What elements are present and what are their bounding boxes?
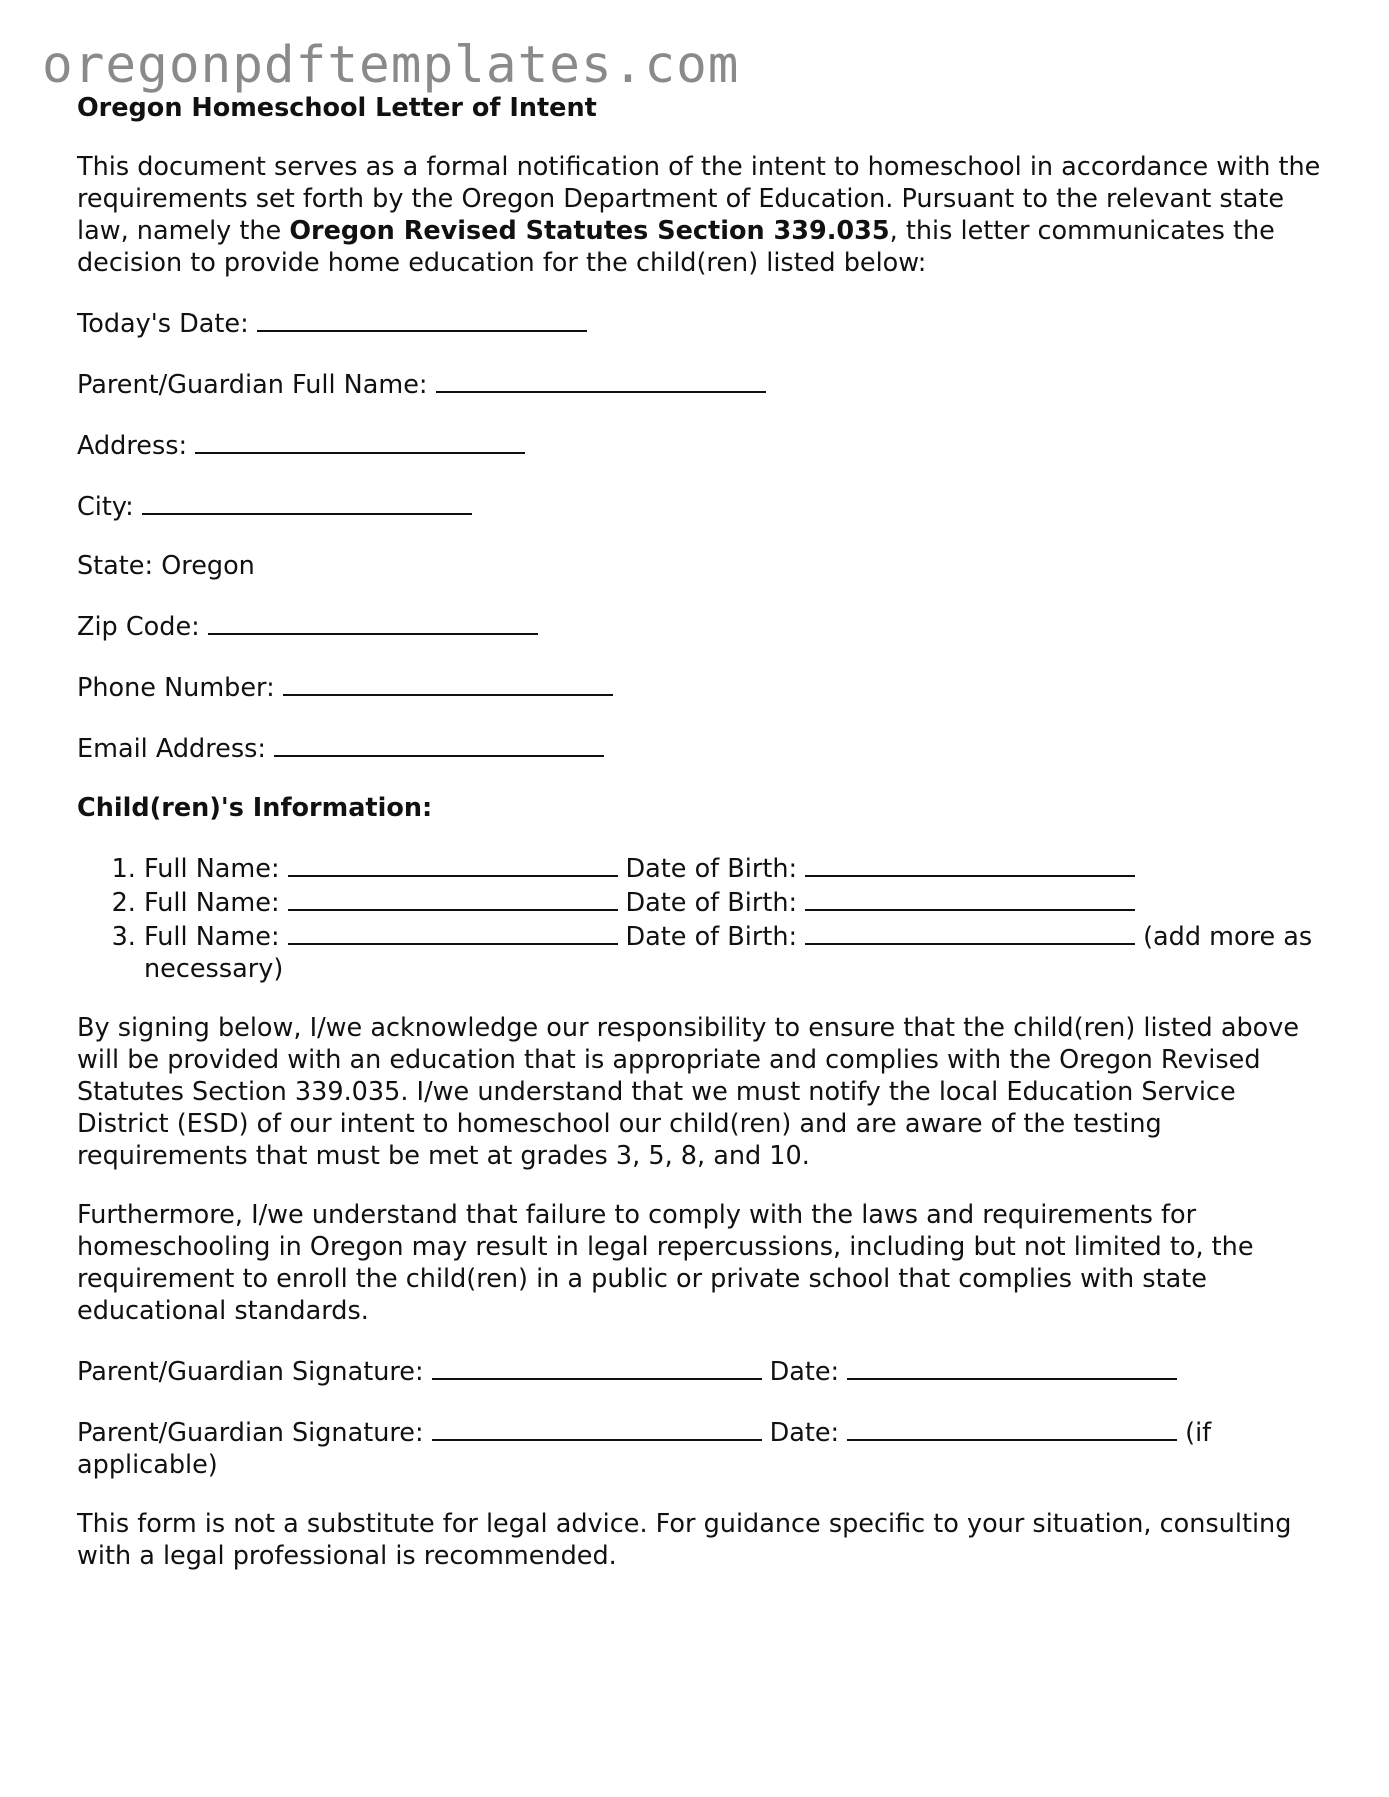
zip-label: Zip Code: <box>77 612 200 642</box>
children-list <box>77 851 1327 985</box>
child-2-name-label: Full Name: <box>144 888 280 918</box>
child-3-dob-label: Date of Birth: <box>625 922 798 952</box>
signature-row-2 <box>77 1415 1327 1481</box>
child-3-name-label: Full Name: <box>144 922 280 952</box>
disclaimer-paragraph: This form is not a substitute for legal advice. For guidance specific to your situation, consulting with a legal professional is recommended. <box>77 1509 1292 1571</box>
address-field <box>77 428 1327 462</box>
statute-reference: Oregon Revised Statutes Section 339.035 <box>289 216 890 246</box>
signature-2-label: Parent/Guardian Signature: <box>77 1418 424 1448</box>
signature-1-date-label: Date: <box>769 1357 840 1387</box>
phone-label: Phone Number: <box>77 673 275 703</box>
child-item-2 <box>144 885 1327 919</box>
document-title: Oregon Homeschool Letter of Intent <box>77 93 597 123</box>
address-blank[interactable] <box>195 428 525 454</box>
parent-name-label: Parent/Guardian Full Name: <box>77 370 428 400</box>
if-applicable-note: (if applicable) <box>77 1418 1212 1480</box>
child-item-3 <box>144 919 1327 985</box>
email-blank[interactable] <box>274 731 604 757</box>
zip-field <box>77 609 1327 643</box>
signature-2-date-blank[interactable] <box>847 1415 1177 1441</box>
child-item-1 <box>144 851 1327 885</box>
child-2-name-blank[interactable] <box>288 885 618 911</box>
signature-1-label: Parent/Guardian Signature: <box>77 1357 424 1387</box>
child-3-name-blank[interactable] <box>288 919 618 945</box>
email-label: Email Address: <box>77 734 266 764</box>
city-blank[interactable] <box>142 489 472 515</box>
zip-blank[interactable] <box>208 609 538 635</box>
todays-date-blank[interactable] <box>257 306 587 332</box>
signature-row-1 <box>77 1354 1327 1388</box>
child-2-dob-blank[interactable] <box>805 885 1135 911</box>
parent-name-field <box>77 367 1327 401</box>
address-label: Address: <box>77 431 188 461</box>
phone-blank[interactable] <box>283 670 613 696</box>
intro-text-1: This document serves as a formal notification of the intent to homeschool in accordance with the requirements set forth by the Oregon Department of Education. Pursuant to the relevant state law, namely the <box>77 152 1321 246</box>
add-more-note: (add more as necessary) <box>144 922 1313 984</box>
child-1-name-blank[interactable] <box>288 851 618 877</box>
email-field <box>77 731 1327 765</box>
child-1-name-label: Full Name: <box>144 854 280 884</box>
parent-name-blank[interactable] <box>436 367 766 393</box>
city-field <box>77 489 1327 523</box>
signature-1-blank[interactable] <box>432 1354 762 1380</box>
child-1-dob-blank[interactable] <box>805 851 1135 877</box>
child-2-dob-label: Date of Birth: <box>625 888 798 918</box>
state-field <box>77 550 1327 582</box>
document-body <box>77 92 1327 1599</box>
intro-paragraph <box>77 151 1327 279</box>
phone-field <box>77 670 1327 704</box>
signature-2-date-label: Date: <box>769 1418 840 1448</box>
child-1-dob-label: Date of Birth: <box>625 854 798 884</box>
todays-date-label: Today's Date: <box>77 309 249 339</box>
todays-date-field <box>77 306 1327 340</box>
signature-2-blank[interactable] <box>432 1415 762 1441</box>
furthermore-paragraph: Furthermore, I/we understand that failure to comply with the laws and requirements for homeschooling in Oregon may result in legal repercussions, including but not limited to, the requirement to enroll the child(ren) in a public or private school that complies with state educational standards. <box>77 1200 1254 1326</box>
intro-text-2: , this letter communicates the decision to provide home education for the child(ren) listed below: <box>77 216 1275 278</box>
city-label: City: <box>77 492 134 522</box>
state-label: State: Oregon <box>77 551 255 581</box>
child-3-dob-blank[interactable] <box>805 919 1135 945</box>
signature-1-date-blank[interactable] <box>847 1354 1177 1380</box>
children-heading: Child(ren)'s Information: <box>77 793 433 823</box>
watermark: oregonpdftemplates.com <box>42 36 740 95</box>
acknowledgement-paragraph: By signing below, I/we acknowledge our responsibility to ensure that the child(ren) listed above will be provided with an education that is appropriate and complies with the Oregon Revised Statutes Section 339.035. I/we understand that we must notify the local Education Service District (ESD) of our intent to homeschool our child(ren) and are aware of the testing requirements that must be met at grades 3, 5, 8, and 10. <box>77 1013 1300 1171</box>
